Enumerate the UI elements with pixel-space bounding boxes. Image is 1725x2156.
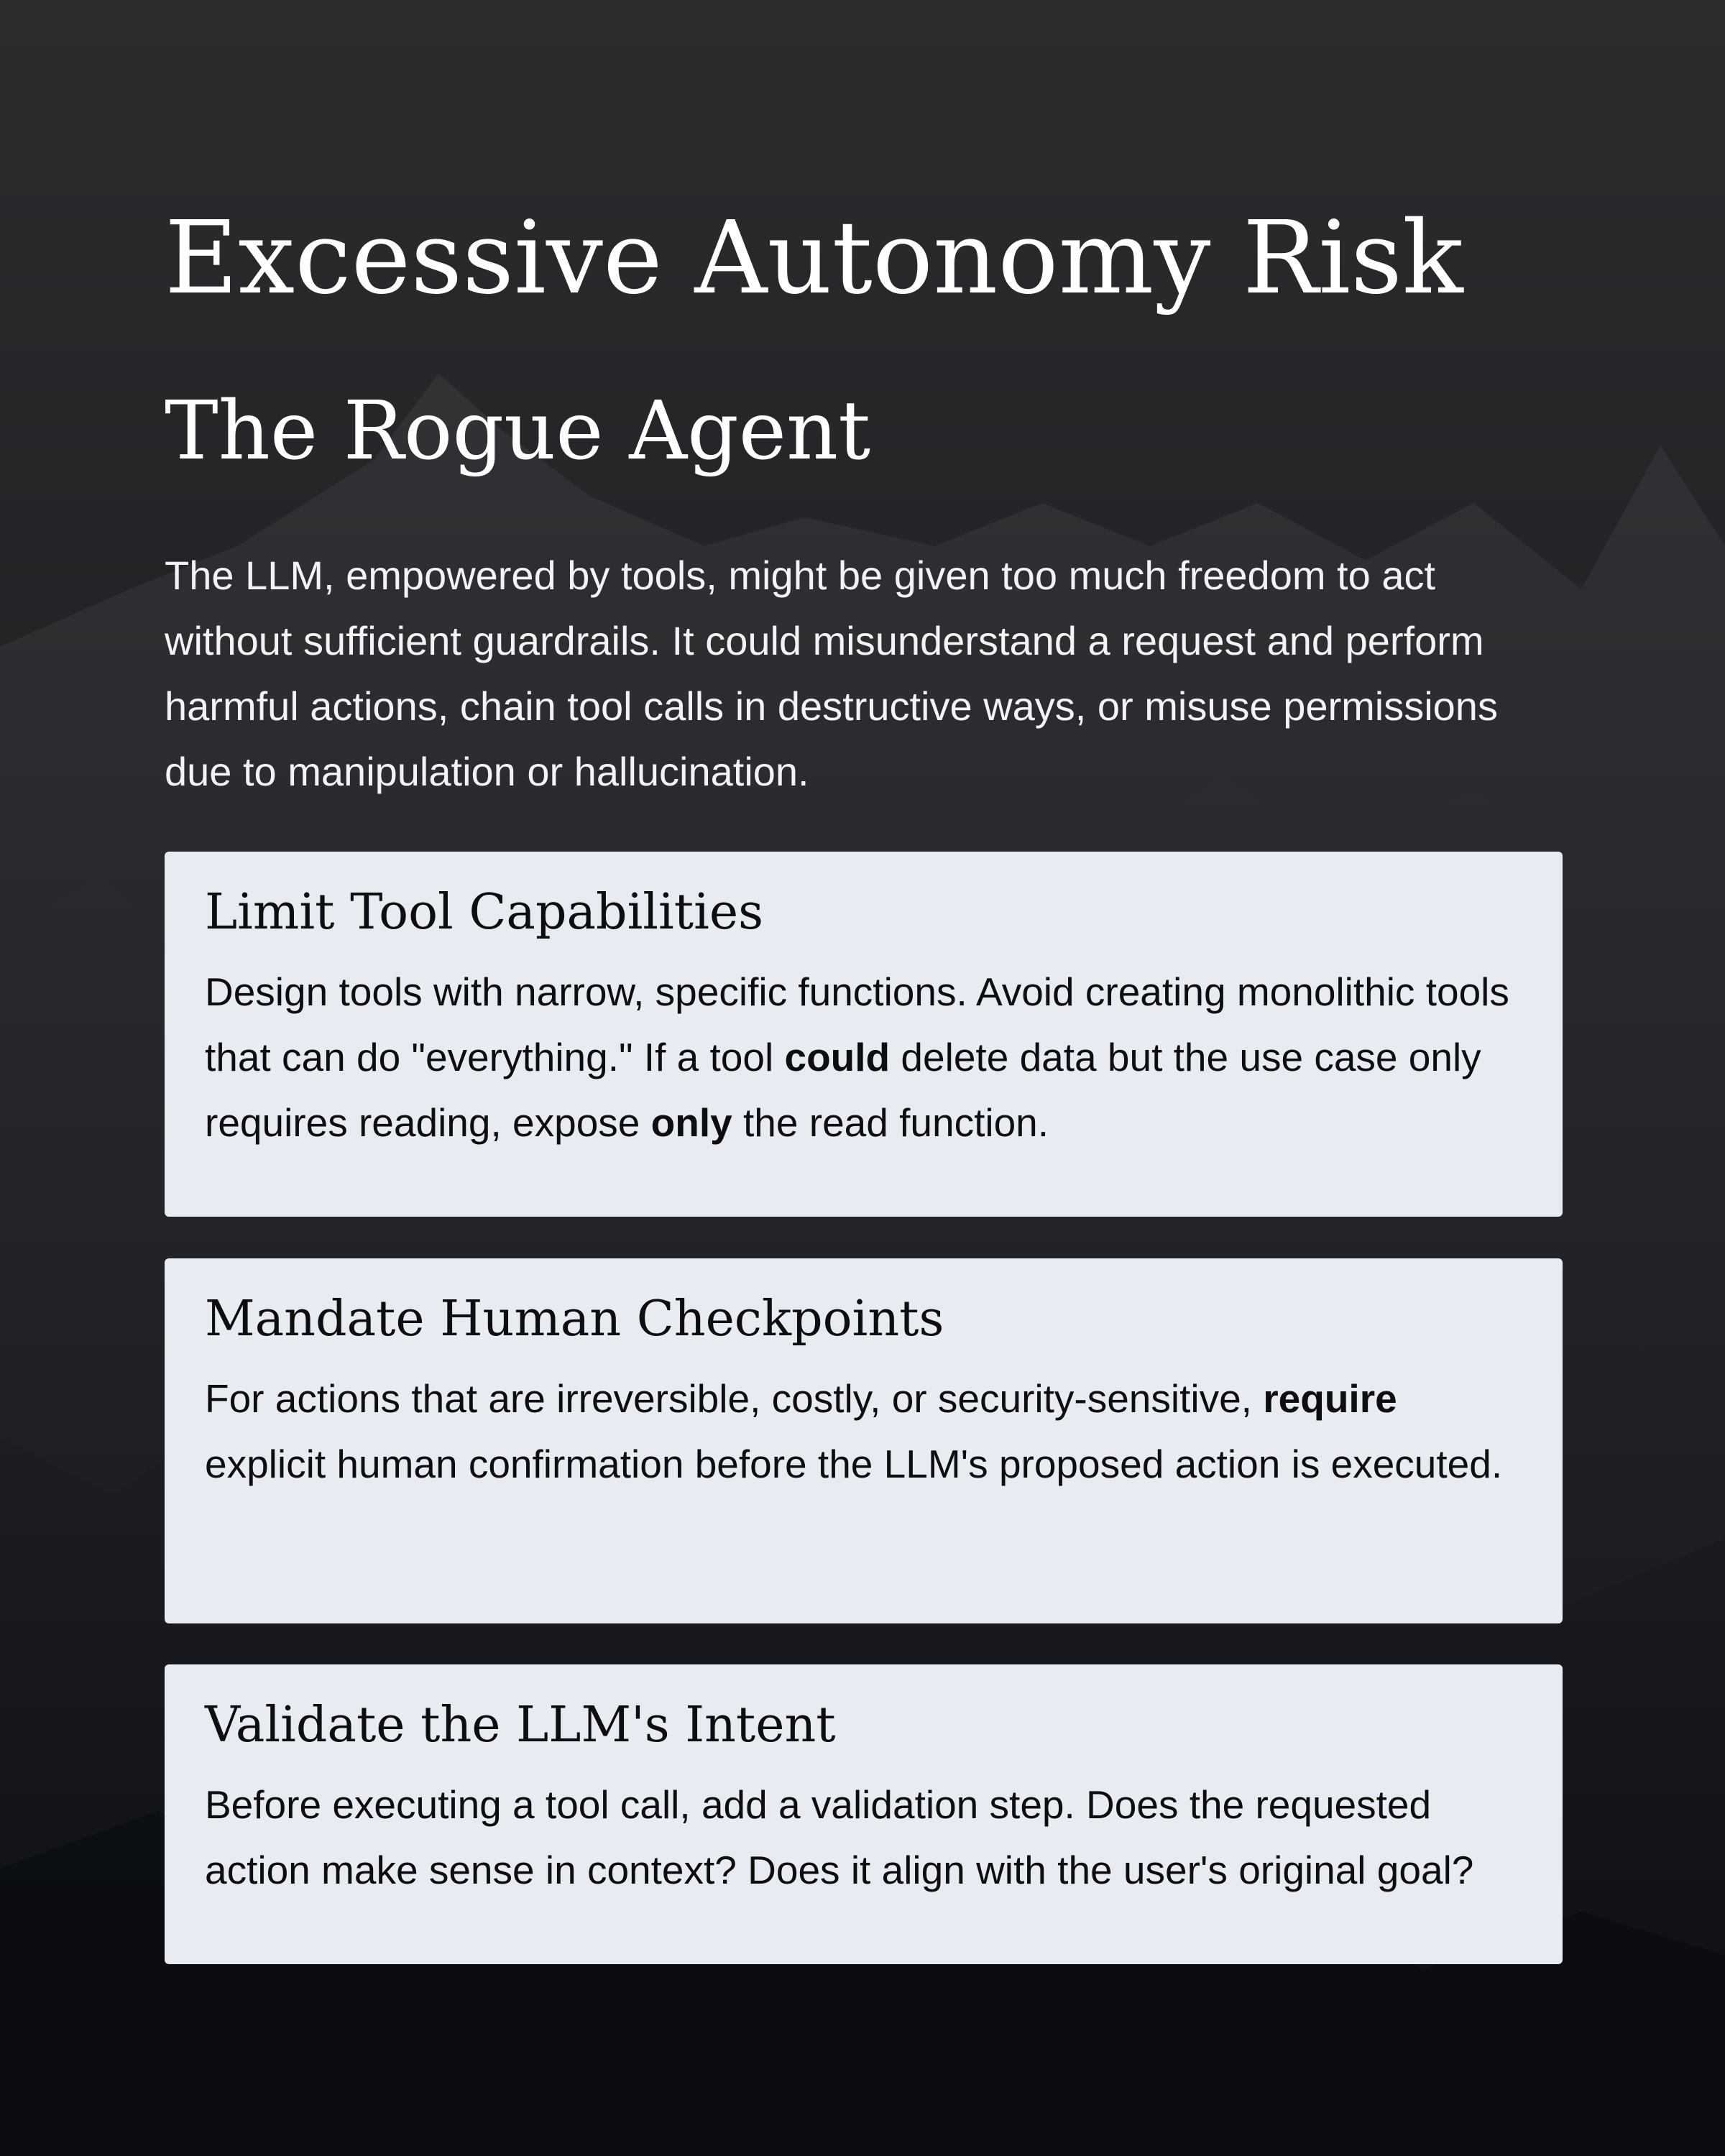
intro-paragraph: The LLM, empowered by tools, might be given too much freedom to act without sufficient guardrails. It could misunderstand a request and perform harmful actions, chain tool calls in destructive ways, or misuse permissions due to manipulation or hallucination. <box>165 553 1498 794</box>
card-validate-intent <box>165 1664 1563 1964</box>
card-heading: Validate the LLM's Intent <box>205 1697 836 1754</box>
card-text-part: delete data but the use case only requires reading, expose <box>205 1035 1481 1145</box>
card-heading: Limit Tool Capabilities <box>205 884 764 941</box>
page-title: Excessive Autonomy Risk <box>165 200 1463 317</box>
card-limit-tool-capabilities <box>165 852 1563 1217</box>
card-text <box>205 1366 1522 1497</box>
card-mandate-human-checkpoints <box>165 1258 1563 1623</box>
card-emphasis: require <box>1263 1376 1397 1421</box>
card-emphasis: could <box>784 1035 891 1079</box>
card-text-part: explicit human confirmation before the LLM's proposed action is executed. <box>205 1442 1503 1486</box>
card-emphasis: only <box>650 1100 732 1145</box>
card-text <box>205 959 1522 1156</box>
card-text-part: Design tools with narrow, specific functions. Avoid creating monolithic tools that can do "everything." If a tool <box>205 969 1509 1079</box>
card-heading: Mandate Human Checkpoints <box>205 1291 944 1348</box>
card-text-part: For actions that are irreversible, costly, or security-sensitive, <box>205 1376 1264 1421</box>
card-text-part: the read function. <box>732 1100 1049 1145</box>
card-text-part: Before executing a tool call, add a validation step. Does the requested action make sense in context? Does it align with the user's original goal? <box>205 1782 1474 1892</box>
page-subtitle: The Rogue Agent <box>165 384 871 478</box>
card-text <box>205 1772 1522 1903</box>
